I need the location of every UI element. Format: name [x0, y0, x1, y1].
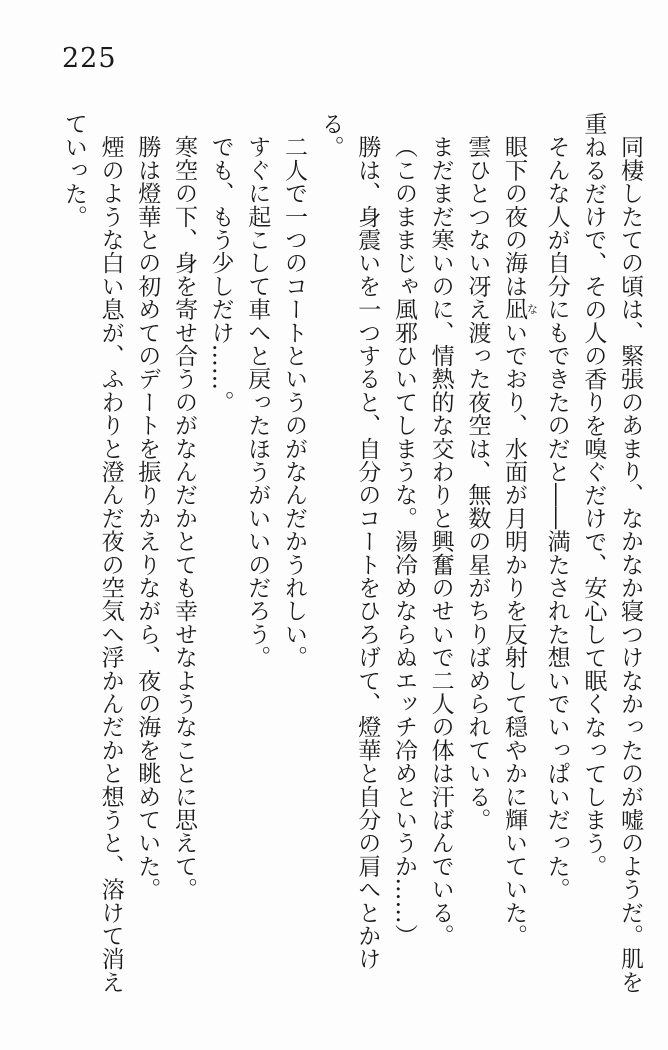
- paragraph-10: でも、もう少しだけ……。: [207, 135, 234, 414]
- text-block: [60, 112, 648, 1000]
- paragraph-4: 雲ひとつない冴え渡った夜空は、無数の星がちりばめられている。: [464, 135, 491, 831]
- paragraph-11: 寒空の下、身を寄せ合うのがなんだかとても幸せなようなことに思えて。: [170, 135, 197, 901]
- paragraph-13: 煙のような白い息が、ふわりと澄んだ夜の空気へ浮かんだかと想うと、溶けて消えていった。: [60, 112, 124, 994]
- page-number: 225: [62, 43, 117, 74]
- paragraph-5: まだまだ寒いのに、情熱的な交わりと興奮のせいで二人の体は汗ばんでいる。: [427, 135, 454, 947]
- paragraph-9: すぐに起こして車へと戻ったほうがいいのだろう。: [244, 135, 271, 669]
- paragraph-7: 勝は、身震いを一つすると、自分のコートをひろげて、燈華と自分の肩へとかける。: [317, 112, 381, 971]
- paragraph-2: そんな人が自分にもできたのだと――満たされた想いでいっぱいだった。: [543, 135, 570, 901]
- furigana: 凪な: [500, 297, 539, 321]
- paragraph-6: （このままじゃ風邪ひいてしまうな。湯冷めならぬエッチ冷めというか……）: [390, 135, 417, 947]
- paragraph-8: 二人で一つのコートというのがなんだかうれしい。: [280, 135, 307, 669]
- paragraph-3: 眼下の夜の海は凪ないでおり、水面が月明かりを反射して穏やかに輝いていた。: [500, 135, 539, 948]
- paragraph-1: 同棲したての頃は、緊張のあまり、なかなか寝つけなかったのが嘘のようだ。肌を重ねるだけで、その人の香りを嗅ぐだけで、安心して眠くなってしまう。: [580, 112, 643, 994]
- paragraph-12: 勝は燈華との初めてのデートを振りかえりながら、夜の海を眺めていた。: [134, 135, 161, 901]
